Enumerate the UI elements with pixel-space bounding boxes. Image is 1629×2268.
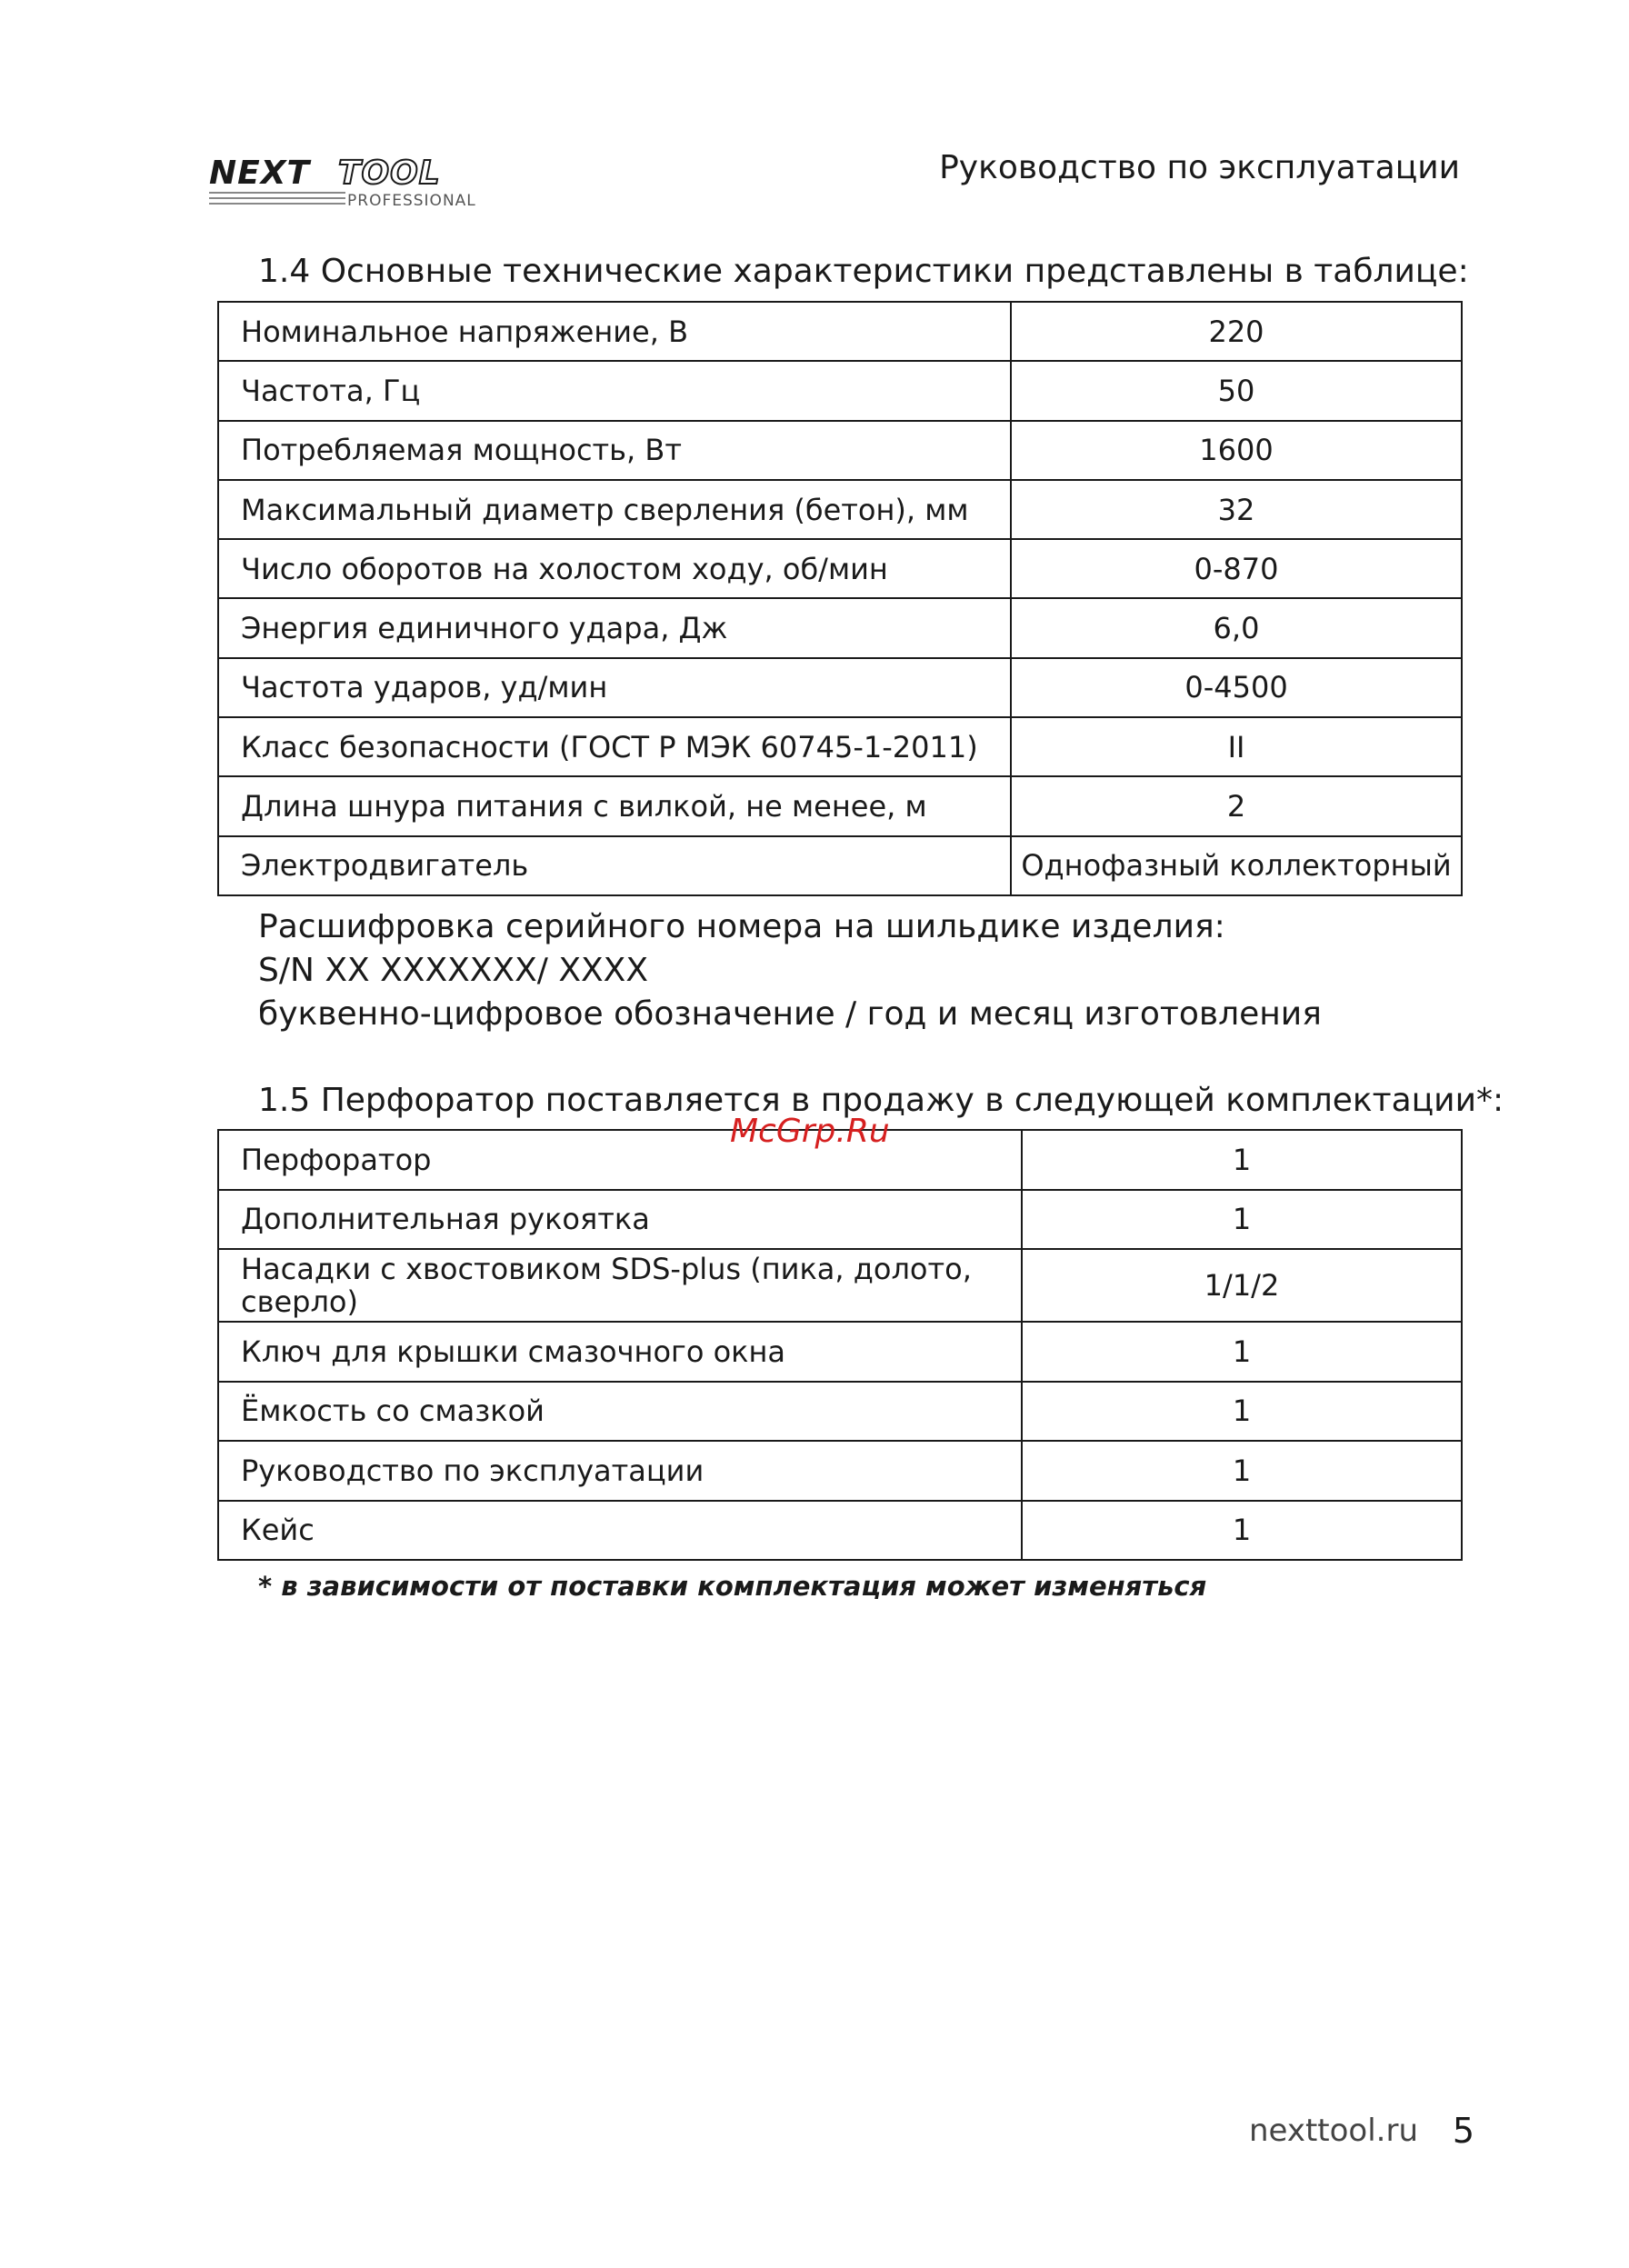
spec-value: 220	[1011, 302, 1462, 361]
table-row	[218, 658, 1462, 717]
serial-format: S/N XX XXXXXXX/ XXXX	[258, 952, 648, 989]
package-item: Насадки с хвостовиком SDS-plus (пика, долото, сверло)	[218, 1249, 1022, 1322]
spec-param: Частота ударов, уд/мин	[218, 658, 1011, 717]
table-row	[218, 302, 1462, 361]
spec-value: 32	[1011, 480, 1462, 539]
package-qty: 1	[1022, 1322, 1462, 1382]
serial-line: Расшифровка серийного номера на шильдике изделия:	[258, 908, 1225, 945]
package-footnote: * в зависимости от поставки комплектация может изменяться	[258, 1571, 1207, 1602]
package-qty: 1/1/2	[1022, 1249, 1462, 1322]
spec-param: Потребляемая мощность, Вт	[218, 421, 1011, 480]
table-row	[218, 539, 1462, 598]
table-row	[218, 836, 1462, 895]
package-item: Дополнительная рукоятка	[218, 1190, 1022, 1250]
package-qty: 1	[1022, 1130, 1462, 1190]
table-row	[218, 1382, 1462, 1442]
serial-line: буквенно-цифровое обозначение / год и месяц изготовления	[258, 995, 1322, 1033]
package-qty: 1	[1022, 1382, 1462, 1442]
document-title: Руководство по эксплуатации	[939, 149, 1460, 186]
package-item: Ключ для крышки смазочного окна	[218, 1322, 1022, 1382]
spec-param: Класс безопасности (ГОСТ Р МЭК 60745-1-2011)	[218, 717, 1011, 776]
table-row	[218, 1501, 1462, 1561]
package-item: Ёмкость со смазкой	[218, 1382, 1022, 1442]
specifications-table	[217, 301, 1463, 896]
watermark: McGrp.Ru	[730, 1113, 890, 1150]
nexttool-logo	[209, 153, 547, 207]
serial-number-info	[258, 905, 1322, 1036]
spec-param: Число оборотов на холостом ходу, об/мин	[218, 539, 1011, 598]
package-item: Кейс	[218, 1501, 1022, 1561]
section-1-5-heading: 1.5 Перфоратор поставляется в продажу в следующей комплектации*:	[258, 1082, 1504, 1119]
svg-text:PROFESSIONAL: PROFESSIONAL	[347, 192, 476, 207]
spec-param: Частота, Гц	[218, 361, 1011, 420]
spec-value: 0-870	[1011, 539, 1462, 598]
package-contents-table	[217, 1129, 1463, 1561]
package-qty: 1	[1022, 1190, 1462, 1250]
spec-value: 50	[1011, 361, 1462, 420]
section-1-4-heading: 1.4 Основные технические характеристики представлены в таблице:	[258, 253, 1469, 290]
table-row	[218, 480, 1462, 539]
table-row	[218, 421, 1462, 480]
svg-text:TOOL: TOOL	[338, 155, 441, 192]
spec-param: Энергия единичного удара, Дж	[218, 598, 1011, 657]
spec-param: Длина шнура питания с вилкой, не менее, м	[218, 776, 1011, 835]
spec-value: 6,0	[1011, 598, 1462, 657]
spec-param: Номинальное напряжение, В	[218, 302, 1011, 361]
table-row	[218, 598, 1462, 657]
table-row	[218, 1190, 1462, 1250]
spec-value: 2	[1011, 776, 1462, 835]
page-number: 5	[1452, 2111, 1474, 2151]
package-item: Руководство по эксплуатации	[218, 1441, 1022, 1501]
table-row	[218, 1249, 1462, 1322]
package-qty: 1	[1022, 1501, 1462, 1561]
table-row	[218, 361, 1462, 420]
table-row	[218, 776, 1462, 835]
footer-website: nexttool.ru	[1248, 2113, 1418, 2149]
spec-param: Максимальный диаметр сверления (бетон), мм	[218, 480, 1011, 539]
table-row	[218, 1322, 1462, 1382]
spec-value: Однофазный коллекторный	[1011, 836, 1462, 895]
table-row	[218, 717, 1462, 776]
package-qty: 1	[1022, 1441, 1462, 1501]
spec-value: 0-4500	[1011, 658, 1462, 717]
spec-param: Электродвигатель	[218, 836, 1011, 895]
table-row	[218, 1441, 1462, 1501]
spec-value: II	[1011, 717, 1462, 776]
package-item: Перфоратор	[218, 1130, 1022, 1190]
spec-value: 1600	[1011, 421, 1462, 480]
svg-text:NEXT: NEXT	[209, 155, 311, 192]
